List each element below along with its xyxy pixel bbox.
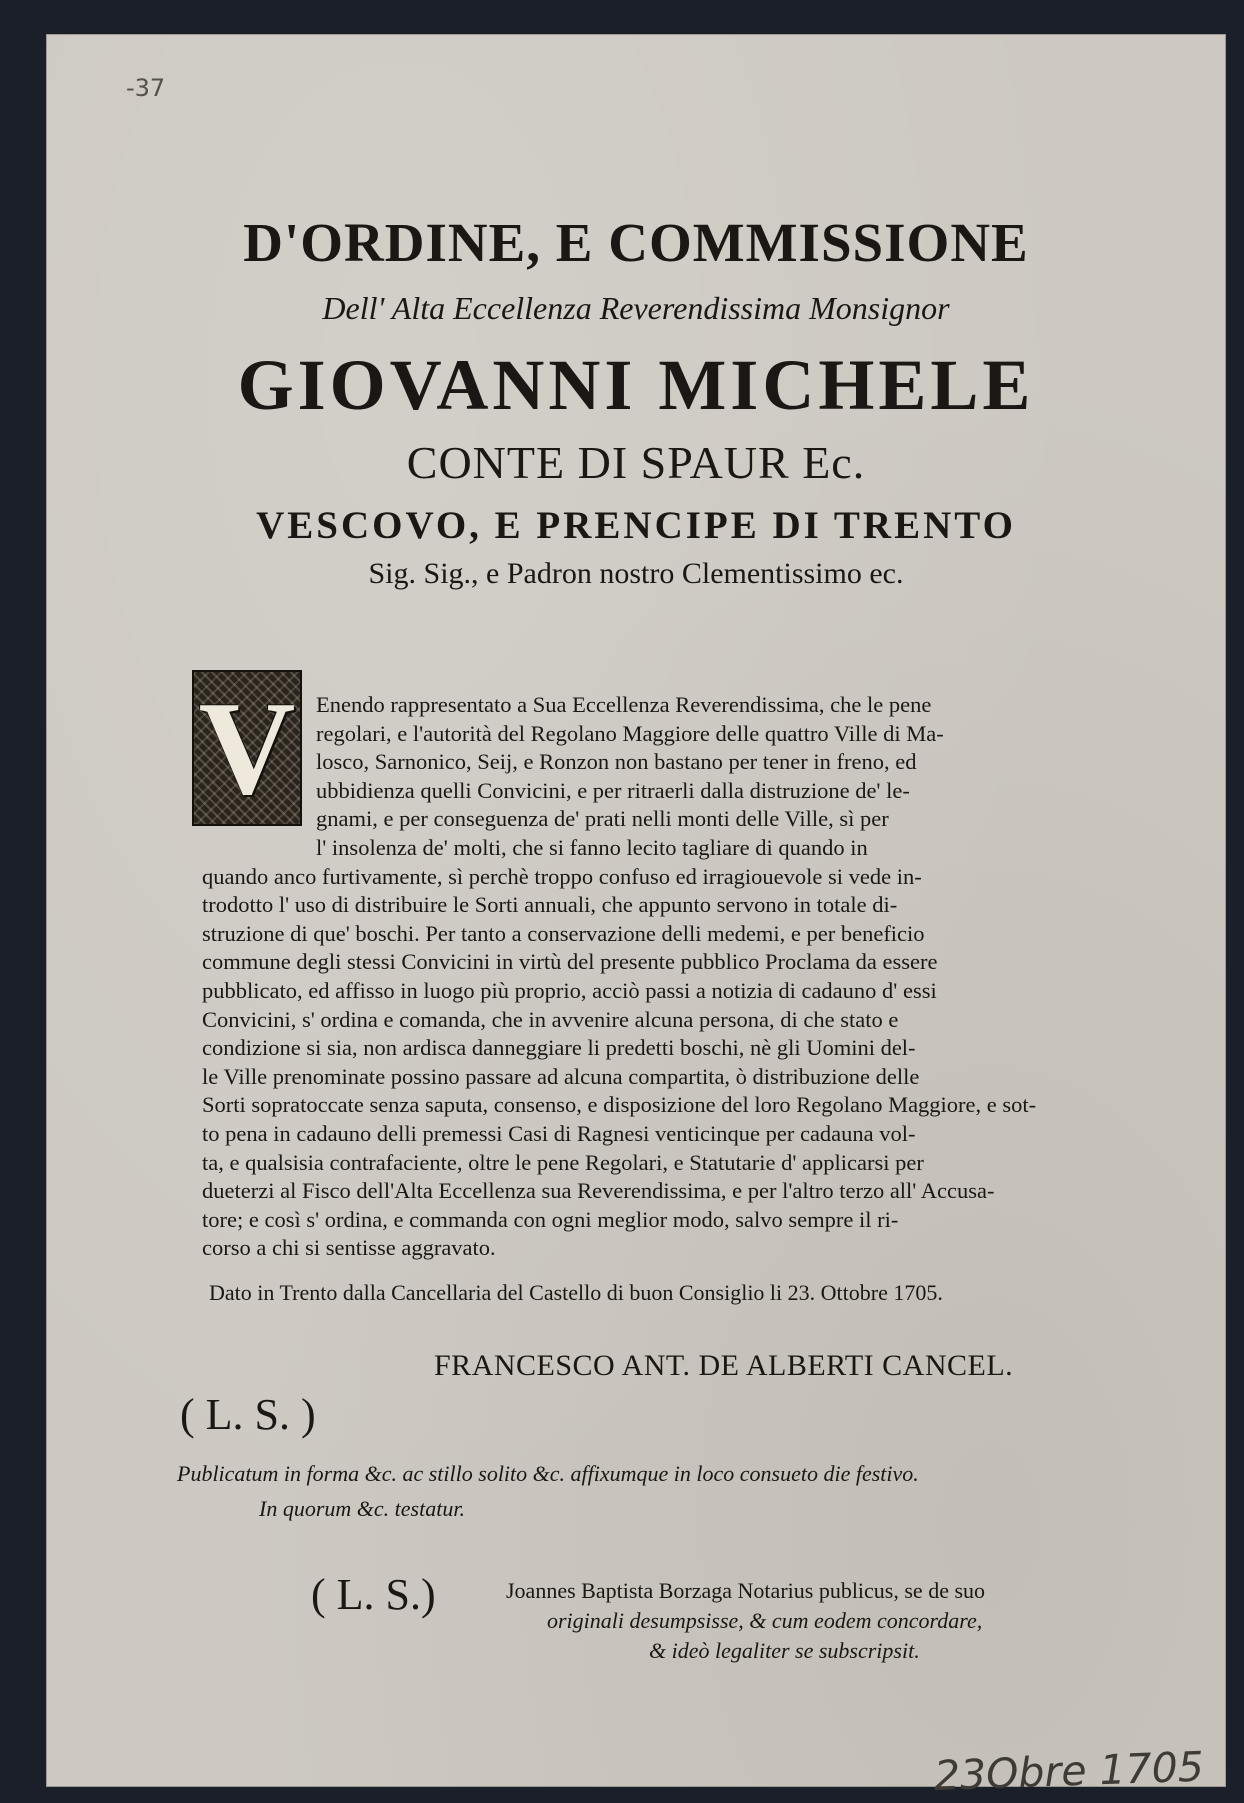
heading-honorific: Sig. Sig., e Padron nostro Clementissimo ec. — [368, 557, 904, 590]
notary-line-3: & ideò legaliter se subscripsit. — [649, 1638, 920, 1663]
body-line: losco, Sarnonico, Seij, e Ronzon non bastano per tener in freno, ed — [316, 749, 917, 775]
initial-letter: V — [198, 674, 296, 822]
heading-office: VESCOVO, E PRENCIPE DI TRENTO — [256, 504, 1016, 547]
publication-note-2: In quorum &c. testatur. — [259, 1496, 465, 1521]
body-line: Convicini, s' ordina e comanda, che in avvenire alcuna persona, di che stato e — [202, 1006, 899, 1032]
heading-title: D'ORDINE, E COMMISSIONE — [243, 212, 1029, 273]
chancellor-signature: FRANCESCO ANT. DE ALBERTI CANCEL. — [434, 1349, 1014, 1382]
body-line: corso a chi si sentisse aggravato. — [202, 1235, 496, 1261]
handwritten-date: 23Obre 1705 — [933, 1742, 1205, 1800]
body-line: le Ville prenominate possino passare ad alcuna compartita, ò distribuzione delle — [202, 1063, 920, 1089]
document-page — [46, 34, 1226, 1800]
seal-mark-2: ( L. S.) — [311, 1570, 436, 1619]
notary-line-2: originali desumpsisse, & cum eodem concordare, — [547, 1608, 983, 1633]
heading-count: CONTE DI SPAUR Ec. — [406, 437, 866, 488]
body-line: dueterzi al Fisco dell'Alta Eccellenza sua Reverendissima, e per l'altro terzo all' Accusa- — [202, 1178, 995, 1204]
body-line: regolari, e l'autorità del Regolano Maggiore delle quattro Ville di Ma- — [316, 720, 944, 746]
body-line: ta, e qualsisia contrafaciente, oltre le pene Regolari, e Statutarie d' applicarsi per — [202, 1149, 924, 1175]
heading-name: GIOVANNI MICHELE — [237, 345, 1035, 425]
body-line: gnami, e per conseguenza de' prati nelli monti delle Ville, sì per — [316, 806, 889, 832]
folio-mark: -37 — [126, 74, 166, 102]
dated-line: Dato in Trento dalla Cancellaria del Castello di buon Consiglio li 23. Ottobre 1705. — [209, 1280, 943, 1305]
body-line: trodotto l' uso di distribuire le Sorti annuali, che appunto servono in totale di- — [202, 892, 898, 918]
body-line: condizione si sia, non ardisca danneggiare li predetti boschi, nè gli Uomini del- — [202, 1035, 916, 1061]
body-line: Enendo rappresentato a Sua Eccellenza Reverendissima, che le pene — [316, 692, 932, 717]
body-line: pubblicato, ed affisso in luogo più proprio, acciò passi a notizia di cadauno d' essi — [202, 978, 937, 1003]
body-line: struzione di que' boschi. Per tanto a conservazione delli medemi, e per beneficio — [202, 920, 925, 946]
body-line: ubbidienza quelli Convicini, e per ritraerli dalla distruzione de' le- — [316, 777, 910, 803]
body-line: l' insolenza de' molti, che si fanno lecito tagliare di quando in — [316, 835, 868, 860]
heading-subtitle: Dell' Alta Eccellenza Reverendissima Monsignor — [322, 290, 950, 326]
body-line: quando anco furtivamente, sì perchè troppo confuso ed irragiouevole si vede in- — [202, 863, 922, 889]
body-line: Sorti sopratoccate senza saputa, consenso, e disposizione del loro Regolano Maggiore, e sot- — [202, 1092, 1037, 1118]
body-line: commune degli stessi Convicini in virtù del presente pubblico Proclama da essere — [202, 949, 938, 975]
notary-line: Joannes Baptista Borzaga Notarius publicus, se de suo — [506, 1578, 986, 1603]
body-line: to pena in cadauno delli premessi Casi di Ragnesi venticinque per cadauna vol- — [202, 1121, 916, 1146]
decorated-initial — [192, 670, 302, 826]
publication-note: Publicatum in forma &c. ac stillo solito &c. affixumque in loco consueto die festivo. — [177, 1461, 919, 1486]
body-line: tore; e così s' ordina, e commanda con ogni meglior modo, salvo sempre il ri- — [202, 1206, 899, 1232]
seal-mark: ( L. S. ) — [180, 1390, 316, 1439]
